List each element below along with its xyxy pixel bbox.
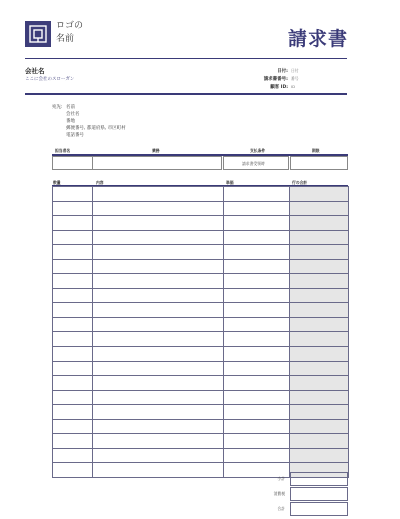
table-row: [53, 288, 349, 303]
line-total-cell[interactable]: [290, 332, 349, 347]
qty-cell[interactable]: [53, 216, 93, 231]
info-header-terms: 支払条件: [250, 148, 266, 153]
unit-price-cell[interactable]: [224, 347, 290, 362]
info-header-salesperson: 担当者名: [55, 148, 71, 153]
unit-price-cell[interactable]: [224, 434, 290, 449]
qty-cell[interactable]: [53, 448, 93, 463]
description-cell[interactable]: [93, 376, 224, 391]
line-total-cell[interactable]: [290, 245, 349, 260]
meta-invoice-label: 請求書番号:: [263, 77, 288, 82]
unit-price-cell[interactable]: [224, 376, 290, 391]
tax-label: 消費税: [273, 491, 285, 496]
qty-cell[interactable]: [53, 463, 93, 478]
meta-invoice-value: 番号: [291, 76, 299, 81]
items-header-qty: 数量: [53, 180, 61, 185]
unit-price-cell[interactable]: [224, 361, 290, 376]
info-cell-terms[interactable]: [223, 156, 289, 170]
table-row: [53, 187, 349, 202]
qty-cell[interactable]: [53, 230, 93, 245]
payment-terms-value: 請求書受領時: [242, 161, 265, 166]
line-total-cell[interactable]: [290, 201, 349, 216]
line-total-cell[interactable]: [290, 376, 349, 391]
total-label: 合計: [277, 506, 285, 511]
line-total-cell[interactable]: [290, 303, 349, 318]
description-cell[interactable]: [93, 448, 224, 463]
meta-customer-value: ID: [291, 84, 296, 89]
line-total-cell[interactable]: [290, 187, 349, 202]
info-header-job: 業務: [152, 148, 160, 153]
logo-name: [56, 20, 116, 46]
description-cell[interactable]: [93, 347, 224, 362]
meta-date-label: 日付:: [277, 69, 288, 74]
page-title: 請求書: [287, 28, 348, 50]
table-row: [53, 332, 349, 347]
line-total-cell[interactable]: [290, 448, 349, 463]
line-total-cell[interactable]: [290, 361, 349, 376]
meta-divider: [25, 93, 347, 95]
items-header-line-total: 行の合計: [292, 180, 308, 185]
qty-cell[interactable]: [53, 245, 93, 260]
table-row: [53, 303, 349, 318]
description-cell[interactable]: [93, 274, 224, 289]
company-slogan: ここに会社のスローガン: [25, 77, 75, 82]
qty-cell[interactable]: [53, 332, 93, 347]
table-row: [53, 245, 349, 260]
unit-price-cell[interactable]: [224, 230, 290, 245]
bill-to-street: 番地: [66, 119, 75, 124]
table-row: [53, 376, 349, 391]
items-header-description: 内容: [96, 180, 104, 185]
table-row: [53, 274, 349, 289]
description-cell[interactable]: [93, 303, 224, 318]
qty-cell[interactable]: [53, 274, 93, 289]
total-cell[interactable]: [290, 502, 348, 516]
description-cell[interactable]: [93, 288, 224, 303]
line-total-cell[interactable]: [290, 390, 349, 405]
info-cell-due[interactable]: [290, 156, 348, 170]
items-header-unit-price: 単価: [226, 180, 234, 185]
company-name: 会社名: [25, 67, 45, 75]
table-row: [53, 390, 349, 405]
table-row: [53, 448, 349, 463]
description-cell[interactable]: [93, 463, 224, 478]
tax-cell[interactable]: [290, 487, 348, 501]
meta-date-row: [218, 68, 299, 74]
description-cell[interactable]: [93, 216, 224, 231]
description-cell[interactable]: [93, 187, 224, 202]
table-row: [53, 259, 349, 274]
qty-cell[interactable]: [53, 419, 93, 434]
line-total-cell[interactable]: [290, 419, 349, 434]
description-cell[interactable]: [93, 201, 224, 216]
unit-price-cell[interactable]: [224, 216, 290, 231]
meta-customer-row: [218, 84, 295, 90]
info-cell-job[interactable]: [92, 156, 222, 170]
unit-price-cell[interactable]: [224, 245, 290, 260]
bill-to-postal: 郵便番号, 都道府県, 市区町村: [66, 126, 126, 131]
bill-to-phone: 電話番号: [66, 133, 84, 138]
unit-price-cell[interactable]: [224, 288, 290, 303]
qty-cell[interactable]: [53, 288, 93, 303]
unit-price-cell[interactable]: [224, 259, 290, 274]
unit-price-cell[interactable]: [224, 303, 290, 318]
meta-customer-label: 顧客 ID:: [270, 85, 288, 90]
bill-to-label: 宛先:: [52, 105, 63, 110]
line-total-cell[interactable]: [290, 317, 349, 332]
subtotal-label: 小計: [277, 476, 285, 481]
description-cell[interactable]: [93, 332, 224, 347]
qty-cell[interactable]: [53, 390, 93, 405]
qty-cell[interactable]: [53, 317, 93, 332]
table-row: [53, 361, 349, 376]
line-total-cell[interactable]: [290, 274, 349, 289]
table-row: [53, 347, 349, 362]
description-cell[interactable]: [93, 419, 224, 434]
qty-cell[interactable]: [53, 347, 93, 362]
table-row: [53, 230, 349, 245]
unit-price-cell[interactable]: [224, 274, 290, 289]
unit-price-cell[interactable]: [224, 187, 290, 202]
description-cell[interactable]: [93, 230, 224, 245]
unit-price-cell[interactable]: [224, 317, 290, 332]
description-cell[interactable]: [93, 434, 224, 449]
table-row: [53, 434, 349, 449]
bill-to-name: 名前: [66, 105, 75, 110]
table-row: [53, 201, 349, 216]
description-cell[interactable]: [93, 317, 224, 332]
description-cell[interactable]: [93, 390, 224, 405]
qty-cell[interactable]: [53, 201, 93, 216]
description-cell[interactable]: [93, 405, 224, 420]
qty-cell[interactable]: [53, 376, 93, 391]
line-total-cell[interactable]: [290, 230, 349, 245]
qty-cell[interactable]: [53, 187, 93, 202]
unit-price-cell[interactable]: [224, 405, 290, 420]
qty-cell[interactable]: [53, 405, 93, 420]
line-total-cell[interactable]: [290, 347, 349, 362]
logo-icon: [25, 21, 51, 47]
header-divider: [25, 58, 347, 59]
meta-invoice-row: [218, 76, 299, 82]
qty-cell[interactable]: [53, 361, 93, 376]
items-table: [52, 186, 348, 478]
unit-price-cell[interactable]: [224, 332, 290, 347]
logo-name-line1: ロゴの: [56, 21, 84, 31]
qty-cell[interactable]: [53, 434, 93, 449]
line-total-cell[interactable]: [290, 405, 349, 420]
qty-cell[interactable]: [53, 259, 93, 274]
description-cell[interactable]: [93, 245, 224, 260]
table-row: [53, 405, 349, 420]
description-cell[interactable]: [93, 361, 224, 376]
table-row: [53, 419, 349, 434]
unit-price-cell[interactable]: [224, 201, 290, 216]
line-total-cell[interactable]: [290, 288, 349, 303]
logo-name-line2: 名前: [56, 34, 75, 44]
description-cell[interactable]: [93, 259, 224, 274]
qty-cell[interactable]: [53, 303, 93, 318]
info-header-due: 期限: [312, 148, 320, 153]
table-row: [53, 317, 349, 332]
table-row: [53, 216, 349, 231]
line-total-cell[interactable]: [290, 216, 349, 231]
unit-price-cell[interactable]: [224, 419, 290, 434]
bill-to-company: 会社名: [66, 112, 80, 117]
unit-price-cell[interactable]: [224, 390, 290, 405]
subtotal-cell[interactable]: [290, 472, 348, 486]
line-total-cell[interactable]: [290, 434, 349, 449]
line-total-cell[interactable]: [290, 259, 349, 274]
unit-price-cell[interactable]: [224, 448, 290, 463]
info-cell-salesperson[interactable]: [52, 156, 93, 170]
meta-date-value: 日付: [291, 68, 299, 73]
